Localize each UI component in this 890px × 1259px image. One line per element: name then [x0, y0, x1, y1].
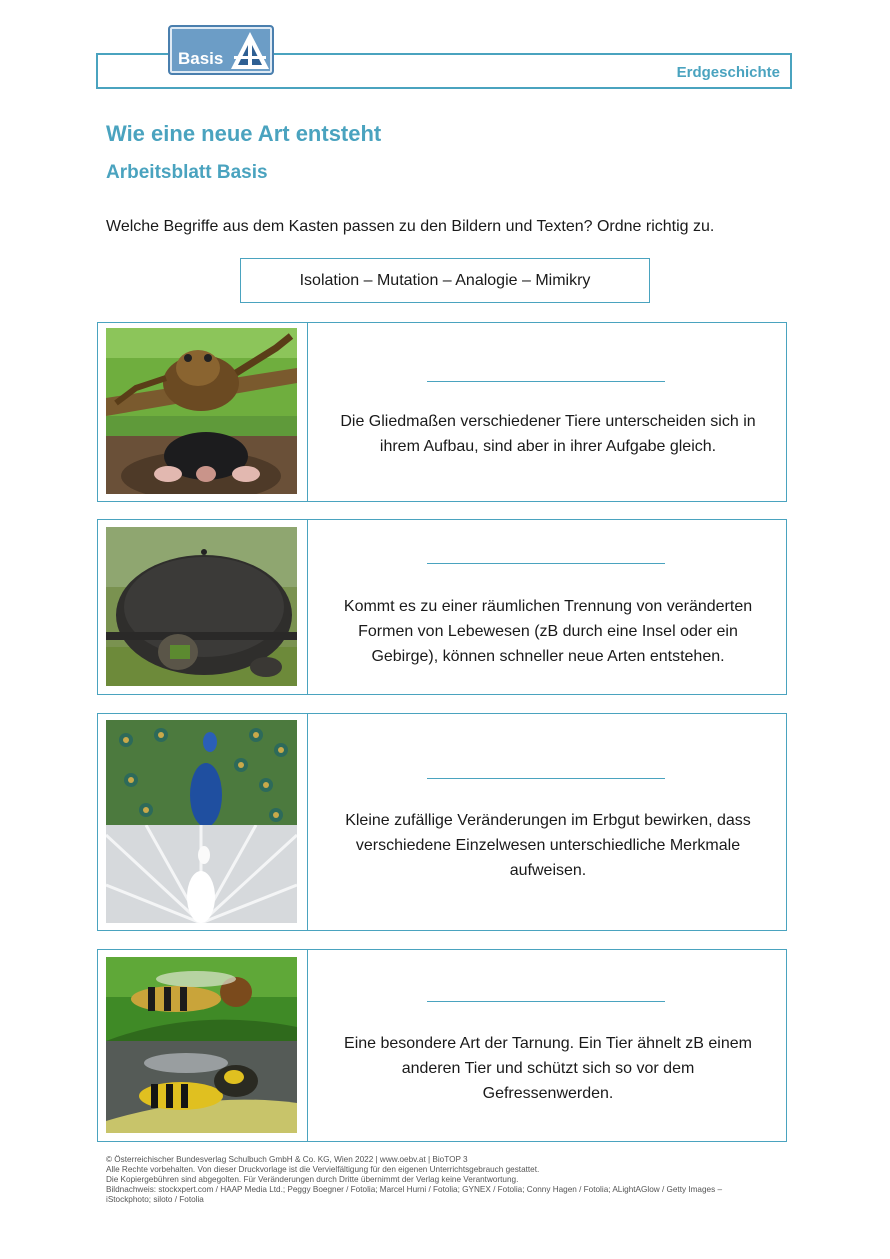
text-line: Kommt es zu einer räumlichen Trennung von veränderten: [343, 598, 753, 615]
card-divider: [307, 323, 308, 501]
text-line: Formen von Lebewesen (zB durch eine Insel oder ein: [358, 623, 738, 640]
card-text-1: [318, 409, 778, 459]
triangle-logo-icon: [228, 29, 272, 73]
text-line: Die Gliedmaßen verschiedener Tiere unterscheiden sich in: [340, 413, 756, 430]
task-card-1: [97, 322, 787, 502]
footer-line: Bildnachweis: stockxpert.com / HAAP Media Ltd.; Peggy Boegner / Fotolia; Marcel Hurni / Fotolia; GYNEX / Fotolia; Conny Hagen / Fotolia; ALightAGlow / Getty Images –: [106, 1185, 723, 1194]
term-box: [240, 258, 650, 303]
footer-line: iStockphoto; siloto / Fotolia: [106, 1195, 204, 1204]
giant-tortoise-image: [106, 527, 297, 686]
card-text-2: [318, 594, 778, 669]
task-card-4: [97, 949, 787, 1142]
text-line: ihrem Aufbau, sind aber in ihrer Aufgabe gleich.: [379, 438, 717, 455]
text-line: aufweisen.: [509, 862, 587, 879]
footer-line: © Österreichischer Bundesverlag Schulbuch GmbH & Co. KG, Wien 2022 | www.oebv.at | BioTOP 3: [106, 1155, 468, 1164]
answer-line-4[interactable]: [427, 1001, 665, 1002]
card-divider: [307, 520, 308, 694]
mole-image: [106, 416, 297, 494]
basis-logo: [168, 25, 274, 75]
card-text-4: [318, 1031, 778, 1106]
text-line: Eine besondere Art der Tarnung. Ein Tier ähnelt zB einem: [344, 1035, 752, 1052]
page-subtitle: Arbeitsblatt Basis: [106, 162, 268, 183]
mole-cricket-image: [106, 328, 297, 416]
wasp-image: [106, 1041, 297, 1133]
blue-peacock-image: [106, 720, 297, 825]
answer-line-2[interactable]: [427, 563, 665, 564]
task-card-2: [97, 519, 787, 695]
card-divider: [307, 714, 308, 930]
task-card-3: [97, 713, 787, 931]
card-divider: [307, 950, 308, 1141]
card-text-3: [318, 808, 778, 883]
text-line: Kleine zufällige Veränderungen im Erbgut bewirken, dass: [345, 812, 751, 829]
footer-credits: [106, 1155, 796, 1205]
answer-line-1[interactable]: [427, 381, 665, 382]
text-line: verschiedene Einzelwesen unterschiedliche Merkmale: [355, 837, 741, 854]
instruction-text: Welche Begriffe aus dem Kasten passen zu den Bildern und Texten? Ordne richtig zu.: [106, 218, 715, 235]
footer-line: Die Kopiergebühren sind abgegolten. Für Veränderungen durch Dritte übernimmt der Verlag keine Verantwortung.: [106, 1175, 519, 1184]
subject-label: Erdgeschichte: [676, 64, 780, 81]
text-line: anderen Tier und schützt sich so vor dem: [401, 1060, 695, 1077]
white-peacock-image: [106, 825, 297, 923]
logo-text: Basis: [178, 49, 224, 68]
footer-line: Alle Rechte vorbehalten. Von dieser Druckvorlage ist die Vervielfältigung für den eigenen Unterrichtsgebrauch gestattet.: [106, 1165, 540, 1174]
term-list: Isolation – Mutation – Analogie – Mimikry: [299, 271, 591, 289]
answer-line-3[interactable]: [427, 778, 665, 779]
hoverfly-image: [106, 957, 297, 1041]
text-line: Gebirge), können schneller neue Arten entstehen.: [371, 648, 725, 665]
text-line: Gefressenwerden.: [482, 1085, 614, 1102]
page-title: Wie eine neue Art entsteht: [106, 121, 382, 146]
